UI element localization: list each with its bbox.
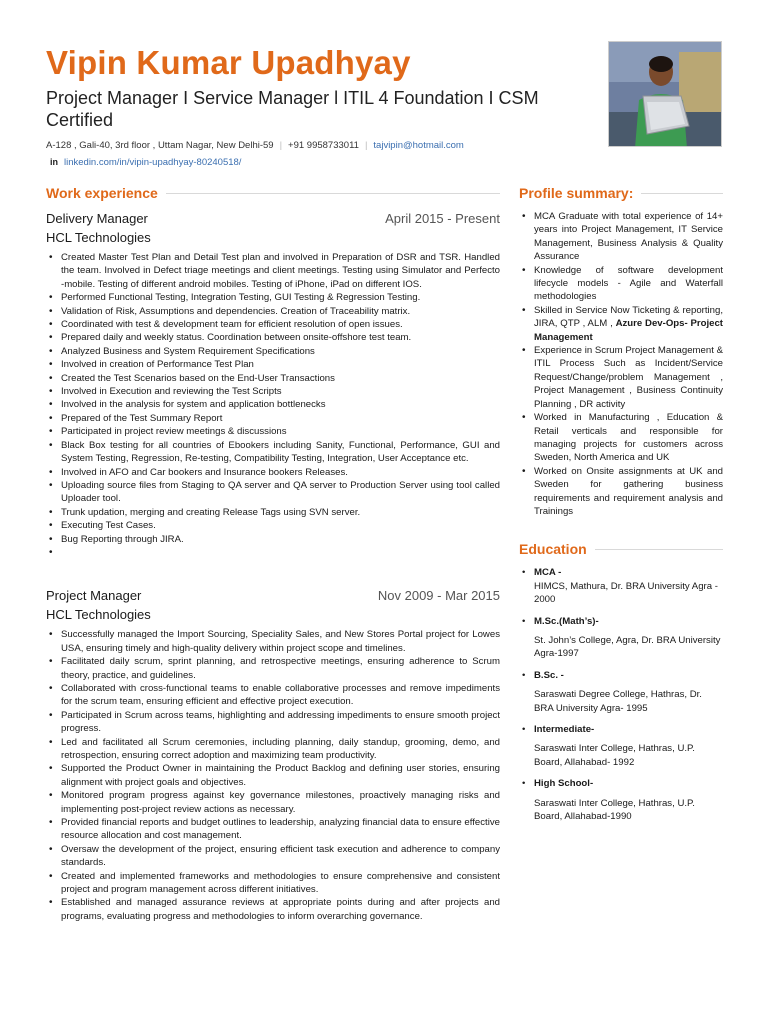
list-item: • Facilitated daily scrum, sprint planning, and retrospective meetings, ensuring adherence to Scrum theory, practice, and guidelines.	[46, 655, 500, 682]
list-item	[46, 546, 500, 559]
list-item	[519, 304, 723, 344]
list-item: • Uploading source files from Staging to QA server and QA server to Production Server using tool called Uploader tool.	[46, 479, 500, 506]
job-company: HCL Technologies	[46, 607, 151, 623]
list-item: • Established and managed assurance reviews at appropriate points during and after projects and programs, evaluating progress and methodologies to inform overarching governance.	[46, 896, 500, 923]
section-divider	[166, 193, 500, 194]
list-item: • Validation of Risk, Assumptions and dependencies. Creation of Traceability matrix.	[46, 305, 500, 318]
edu-detail: St. John’s College, Agra, Dr. BRA University Agra-1997	[534, 634, 721, 660]
list-item: • Created Master Test Plan and Detail Test plan and involved in Preparation of DSR and TSR. Handled the team. Involved in Defect triage meetings and client meetings. Testing using Simulator and Perfecto -mobile. Testing of different android mobiles. Testing of iPhone, iPad on different IOS.	[46, 251, 500, 291]
list-item	[519, 615, 723, 661]
job-role: Delivery Manager	[46, 211, 148, 226]
list-item: • Involved in AFO and Car bookers and Insurance bookers Releases.	[46, 466, 500, 479]
job-entry	[46, 210, 500, 559]
list-item: • Supported the Product Owner in maintaining the Product Backlog and defining user stories, ensuring alignment with project goals and objectives.	[46, 762, 500, 789]
linkedin-row	[46, 155, 586, 170]
list-item: • Experience in Scrum Project Management & ITIL Process Such as Incident/Service Request/Change/problem Management , Project Management , Business Continuity Planning , DR activity	[519, 344, 723, 411]
list-item: • Collaborated with cross-functional teams to enable collaborative processes and remove impediments for the scrum team, ensuring efficient and effective project execution.	[46, 682, 500, 709]
skills-text: Skilled in Service Now Ticketing & reporting, JIRA, QTP , ALM ,	[534, 304, 723, 330]
job-company: HCL Technologies	[46, 230, 151, 245]
education-heading	[519, 540, 723, 558]
edu-degree: • M.Sc.(Math’s)-	[534, 615, 599, 627]
email-link[interactable]: tajvipin@hotmail.com	[373, 140, 464, 151]
left-column	[46, 184, 500, 923]
list-item: • Prepared daily and weekly status. Coordination between onsite-offshore test team.	[46, 331, 500, 344]
list-item: • Knowledge of software development lifecycle models - Agile and Waterfall methodologies	[519, 264, 723, 304]
list-item: • Bug Reporting through JIRA.	[46, 533, 500, 546]
list-item: • Oversaw the development of the project, ensuring efficient task execution and adherence to company standards.	[46, 843, 500, 870]
edu-detail: HIMCS, Mathura, Dr. BRA University Agra - 2000	[534, 580, 718, 606]
list-item: • Involved in Execution and reviewing the Test Scripts	[46, 385, 500, 398]
list-item: • Involved in creation of Performance Test Plan	[46, 358, 500, 371]
job-dates: Nov 2009 - Mar 2015	[377, 588, 500, 604]
list-item: • Participated in project review meetings & discussions	[46, 425, 500, 438]
job-dates: April 2015 - Present	[385, 211, 500, 226]
list-item: • Analyzed Business and System Requirement Specifications	[46, 345, 500, 358]
education-list	[519, 566, 723, 823]
candidate-name: Vipin Kumar Upadhyay	[46, 44, 411, 81]
list-item: • Created the Test Scenarios based on the End-User Transactions	[46, 372, 500, 385]
linkedin-icon: in	[50, 157, 58, 167]
right-column	[519, 184, 723, 831]
profile-bullets	[519, 210, 723, 518]
list-item: • Monitored program progress against key governance milestones, proactively managing risks and implementing post-project review actions as necessary.	[46, 789, 500, 816]
profile-summary-title: Profile summary:	[519, 185, 634, 201]
candidate-headline: Project Manager I Service Manager l ITIL 4 Foundation I CSM Certified	[46, 88, 539, 130]
job-entry	[46, 587, 500, 923]
contact-row	[46, 139, 586, 153]
section-divider	[641, 193, 723, 194]
profile-summary-section	[519, 184, 723, 518]
list-item: • Performed Functional Testing, Integration Testing, GUI Testing & Regression Testing.	[46, 291, 500, 304]
separator: |	[279, 140, 283, 151]
job-header	[46, 210, 500, 228]
job-bullets	[46, 251, 500, 559]
address: A-128 , Gali-40, 3rd floor , Uttam Nagar, New Delhi-59	[46, 140, 274, 151]
list-item	[519, 723, 723, 769]
skills-bold-text: Azure Dev-Ops- Project Management	[534, 318, 723, 343]
linkedin-link[interactable]: linkedin.com/in/vipin-upadhyay-80240518/	[64, 157, 242, 168]
list-item	[519, 669, 723, 715]
education-title: Education	[519, 541, 587, 558]
edu-degree: • High School-	[534, 778, 594, 790]
list-item	[519, 566, 723, 606]
list-item: • Executing Test Cases.	[46, 519, 500, 532]
edu-degree: • MCA -	[534, 567, 562, 579]
list-item: • Worked on Onsite assignments at UK and Sweden for gathering business requirements and requirement analysis and Trainings	[519, 465, 723, 519]
phone: +91 9958733011	[288, 140, 359, 151]
separator: |	[364, 140, 368, 151]
list-item	[519, 777, 723, 823]
list-item: • Worked in Manufacturing , Education & Retail verticals and responsible for managing projects for customers across Sweden, North America and UK	[519, 411, 723, 465]
resume-header	[46, 44, 586, 170]
edu-degree: • B.Sc. -	[534, 669, 564, 681]
list-item: • Trunk updation, merging and creating Release Tags using SVN server.	[46, 506, 500, 519]
work-experience-title: Work experience	[46, 185, 158, 201]
edu-degree: • Intermediate-	[534, 724, 595, 735]
list-item: • Black Box testing for all countries of Ebookers including Sanity, Functional, Performance, GUI and System Testing, Regression, Re-testing, Compatibility Testing, Integration, User Acceptance etc.	[46, 439, 500, 466]
profile-photo	[608, 41, 722, 147]
list-item: • Created and implemented frameworks and methodologies to ensure comprehensive and consistent project and program management across different initiatives.	[46, 870, 500, 897]
section-divider	[595, 549, 723, 550]
list-item: • Successfully managed the Import Sourcing, Speciality Sales, and New Stores Portal project for Lowes USA, ensuring timely and high-quality delivery within project scope and timelines.	[46, 628, 500, 655]
edu-detail: Saraswati Inter College, Hathras, U.P. Board, Allahabad- 1992	[534, 743, 695, 768]
list-item: • Prepared of the Test Summary Report	[46, 412, 500, 425]
list-item: • MCA Graduate with total experience of 14+ years into Project Management, IT Service Management, Business Analysis & Quality Assurance	[519, 210, 723, 264]
list-item: • Involved in the analysis for system and application bottlenecks	[46, 398, 500, 411]
profile-summary-heading	[519, 184, 723, 202]
job-header	[46, 587, 500, 605]
edu-detail: Saraswati Degree College, Hathras, Dr. BRA University Agra- 1995	[534, 689, 702, 714]
list-item: • Led and facilitated all Scrum ceremonies, including planning, daily standup, grooming, demo, and retrospection, ensuring correct adoption and maximizing team productivity.	[46, 736, 500, 763]
list-item: • Provided financial reports and budget outlines to leadership, analyzing financial data to ensure effective resource allocation and cost management.	[46, 816, 500, 843]
education-section	[519, 540, 723, 823]
job-bullets	[46, 628, 500, 923]
edu-detail: Saraswati Inter College, Hathras, U.P. Board, Allahabad-1990	[534, 797, 695, 823]
work-experience-heading	[46, 184, 500, 202]
profile-photo-image	[609, 42, 722, 147]
list-item: • Coordinated with test & development team for efficient resolution of open issues.	[46, 318, 500, 331]
list-item: • Participated in Scrum across teams, highlighting and addressing impediments to ensure smooth project progress.	[46, 709, 500, 736]
job-role: Project Manager	[46, 588, 142, 604]
